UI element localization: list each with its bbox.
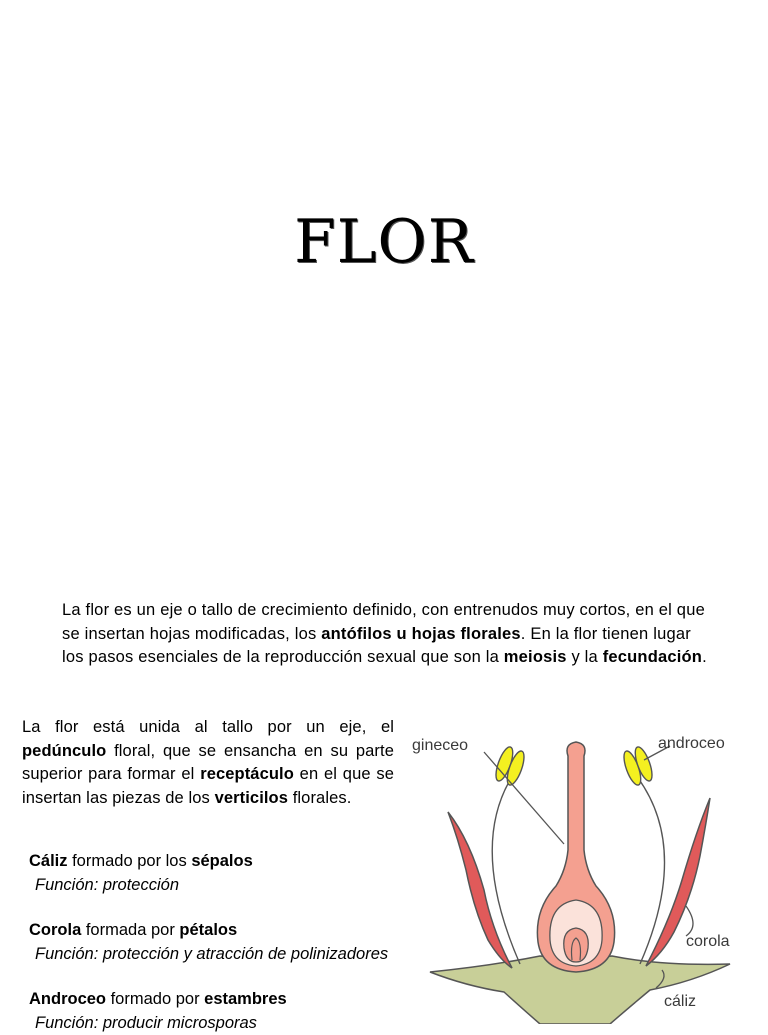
part-function: Función: protección y atracción de polinizadores: [29, 943, 388, 967]
intro-term-antofilos: antófilos u hojas florales: [321, 625, 521, 643]
intro-paragraph: [62, 599, 712, 670]
label-caliz: cáliz: [664, 993, 696, 1010]
intro-text-1: La flor es un eje o tallo de crecimiento definido, con entrenudos muy cortos, en el que se insertan hojas modificadas, los: [62, 601, 705, 643]
part-connector: formado por los: [68, 852, 192, 870]
label-corola: corola: [686, 933, 730, 950]
desc-text-4: florales.: [288, 789, 351, 807]
label-gineceo: gineceo: [412, 737, 468, 754]
part-connector: formado por: [106, 990, 204, 1008]
gineceo-leader: [484, 752, 564, 844]
intro-text-2: . En la flor tienen lugar los pasos esenciales de la reproducción sexual que son la: [62, 625, 691, 667]
label-androceo: androceo: [658, 735, 725, 752]
part-caliz: [29, 850, 253, 897]
flower-diagram: [400, 720, 768, 1024]
corola-leader: [686, 906, 693, 936]
part-name: Androceo: [29, 990, 106, 1008]
part-function: Función: protección: [29, 874, 253, 898]
part-pieces: estambres: [204, 990, 287, 1008]
left-anther: [493, 745, 528, 787]
intro-term-fecundacion: fecundación: [603, 648, 702, 666]
part-name: Corola: [29, 921, 81, 939]
intro-text-3: y la: [567, 648, 603, 666]
part-name: Cáliz: [29, 852, 68, 870]
right-anther: [621, 745, 656, 787]
ovule: [564, 928, 589, 962]
part-connector: formada por: [81, 921, 179, 939]
part-pieces: sépalos: [191, 852, 252, 870]
page-title: FLOR: [0, 204, 768, 280]
desc-text-3: en el que se insertan las piezas de los: [22, 765, 394, 807]
intro-term-meiosis: meiosis: [504, 648, 567, 666]
description-paragraph: [22, 716, 394, 810]
desc-term-verticilos: verticilos: [215, 789, 288, 807]
desc-text-2: floral, que se ensancha en su parte superior para formar el: [22, 742, 394, 784]
part-androceo: [29, 988, 287, 1035]
left-petal: [448, 812, 512, 968]
desc-term-pedunculo: pedúnculo: [22, 742, 106, 760]
part-corola: [29, 919, 388, 966]
part-function: Función: producir microsporas: [29, 1012, 287, 1035]
desc-term-receptaculo: receptáculo: [200, 765, 294, 783]
intro-text-4: .: [702, 648, 707, 666]
desc-text-1: La flor está unida al tallo por un eje, el: [22, 718, 394, 736]
part-pieces: pétalos: [179, 921, 237, 939]
